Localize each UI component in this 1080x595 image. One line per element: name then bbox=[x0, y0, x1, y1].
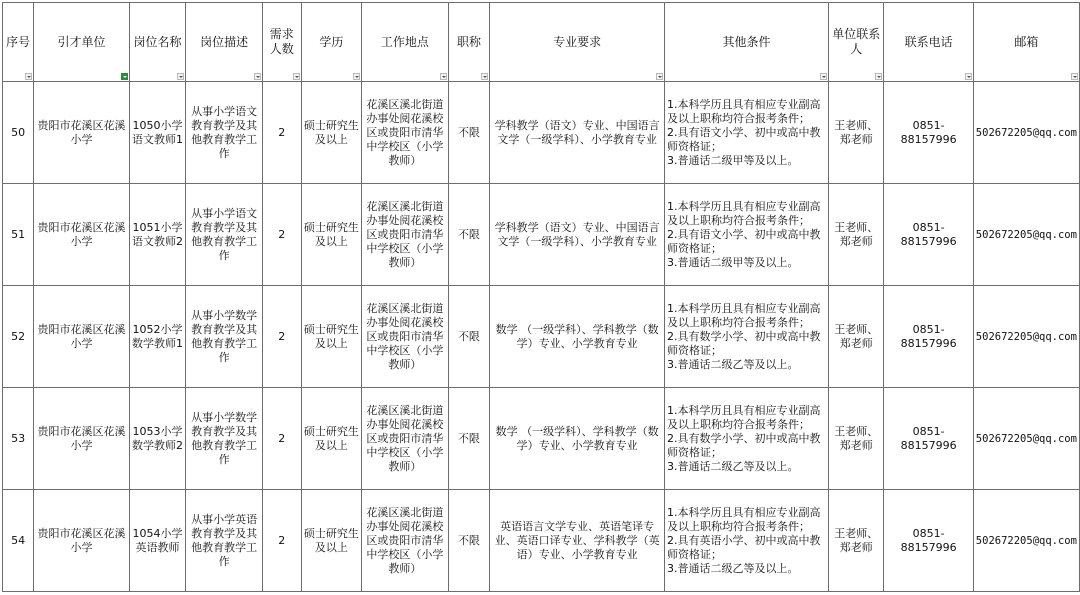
filter-dropdown-icon[interactable] bbox=[481, 73, 488, 80]
cell-conditions[interactable] bbox=[665, 286, 829, 388]
cell-contact[interactable]: 王老师、郑老师 bbox=[829, 286, 884, 388]
cell-title[interactable]: 不限 bbox=[448, 388, 490, 490]
cell-position[interactable]: 1050小学语文教师1 bbox=[129, 82, 186, 184]
cell-description[interactable]: 从事小学语文教育教学及其他教育教学工作 bbox=[186, 184, 263, 286]
condition-line: 3.普通话二级乙等及以上。 bbox=[667, 561, 799, 575]
header-no: 序号 bbox=[3, 3, 34, 82]
table-row bbox=[3, 82, 1080, 184]
cell-conditions[interactable] bbox=[665, 82, 829, 184]
cell-no[interactable]: 53 bbox=[3, 388, 34, 490]
condition-line: 3.普通话二级甲等及以上。 bbox=[667, 153, 799, 167]
cell-phone[interactable]: 0851-88157996 bbox=[884, 82, 973, 184]
cell-description[interactable]: 从事小学语文教育教学及其他教育教学工作 bbox=[186, 82, 263, 184]
filter-dropdown-icon[interactable] bbox=[965, 73, 972, 80]
cell-position[interactable]: 1051小学语文教师2 bbox=[129, 184, 186, 286]
cell-major[interactable]: 数学 （一级学科）、学科教学（数学）专业、小学教育专业 bbox=[490, 388, 665, 490]
cell-phone[interactable]: 0851-88157996 bbox=[884, 490, 973, 592]
cell-location[interactable]: 花溪区溪北街道办事处阅花溪校区或贵阳市清华中学校区（小学教师） bbox=[362, 184, 449, 286]
table-row bbox=[3, 184, 1080, 286]
cell-position[interactable]: 1053小学数学教师2 bbox=[129, 388, 186, 490]
filter-dropdown-icon[interactable] bbox=[875, 73, 882, 80]
cell-conditions[interactable] bbox=[665, 184, 829, 286]
condition-line: 2.具有语文小学、初中或高中教师资格证； bbox=[667, 125, 821, 153]
cell-contact[interactable]: 王老师、郑老师 bbox=[829, 82, 884, 184]
filter-dropdown-icon[interactable] bbox=[25, 73, 32, 80]
condition-line: 2.具有数学小学、初中或高中教师资格证； bbox=[667, 329, 821, 357]
cell-no[interactable]: 50 bbox=[3, 82, 34, 184]
condition-line: 2.具有语文小学、初中或高中教师资格证； bbox=[667, 227, 821, 255]
cell-major[interactable]: 学科教学（语文）专业、中国语言文学（一级学科）、小学教育专业 bbox=[490, 82, 665, 184]
cell-contact[interactable]: 王老师、郑老师 bbox=[829, 490, 884, 592]
condition-line: 3.普通话二级甲等及以上。 bbox=[667, 255, 799, 269]
filter-dropdown-icon[interactable] bbox=[1071, 73, 1078, 80]
table-row bbox=[3, 286, 1080, 388]
cell-email[interactable]: 502672205@qq.com bbox=[973, 388, 1079, 490]
cell-education[interactable]: 硕士研究生及以上 bbox=[301, 82, 361, 184]
cell-no[interactable]: 52 bbox=[3, 286, 34, 388]
header-row bbox=[3, 3, 1080, 82]
table-row bbox=[3, 490, 1080, 592]
header-unit: 引才单位 bbox=[34, 3, 129, 82]
cell-title[interactable]: 不限 bbox=[448, 490, 490, 592]
cell-title[interactable]: 不限 bbox=[448, 82, 490, 184]
spreadsheet bbox=[2, 2, 1080, 592]
cell-no[interactable]: 51 bbox=[3, 184, 34, 286]
cell-major[interactable]: 数学 （一级学科）、学科教学（数学）专业、小学教育专业 bbox=[490, 286, 665, 388]
cell-unit[interactable]: 贵阳市花溪区花溪小学 bbox=[34, 82, 129, 184]
cell-unit[interactable]: 贵阳市花溪区花溪小学 bbox=[34, 490, 129, 592]
header-contact: 单位联系人 bbox=[829, 3, 884, 82]
header-education: 学历 bbox=[301, 3, 361, 82]
cell-count[interactable]: 2 bbox=[262, 286, 301, 388]
cell-position[interactable]: 1054小学英语教师 bbox=[129, 490, 186, 592]
header-conditions: 其他条件 bbox=[665, 3, 829, 82]
header-major: 专业要求 bbox=[490, 3, 665, 82]
filter-active-icon[interactable] bbox=[121, 73, 128, 80]
cell-email[interactable]: 502672205@qq.com bbox=[973, 82, 1079, 184]
cell-description[interactable]: 从事小学英语教育教学及其他教育教学工作 bbox=[186, 490, 263, 592]
header-email: 邮箱 bbox=[973, 3, 1079, 82]
cell-email[interactable]: 502672205@qq.com bbox=[973, 286, 1079, 388]
cell-location[interactable]: 花溪区溪北街道办事处阅花溪校区或贵阳市清华中学校区（小学教师） bbox=[362, 286, 449, 388]
cell-position[interactable]: 1052小学数学教师1 bbox=[129, 286, 186, 388]
cell-location[interactable]: 花溪区溪北街道办事处阅花溪校区或贵阳市清华中学校区（小学教师） bbox=[362, 388, 449, 490]
filter-dropdown-icon[interactable] bbox=[820, 73, 827, 80]
cell-count[interactable]: 2 bbox=[262, 82, 301, 184]
cell-conditions[interactable] bbox=[665, 490, 829, 592]
cell-location[interactable]: 花溪区溪北街道办事处阅花溪校区或贵阳市清华中学校区（小学教师） bbox=[362, 490, 449, 592]
cell-major[interactable]: 英语语言文学专业、英语笔译专业、英语口译专业、学科教学（英语）专业、小学教育专业 bbox=[490, 490, 665, 592]
header-location: 工作地点 bbox=[362, 3, 449, 82]
filter-dropdown-icon[interactable] bbox=[254, 73, 261, 80]
cell-education[interactable]: 硕士研究生及以上 bbox=[301, 184, 361, 286]
cell-count[interactable]: 2 bbox=[262, 184, 301, 286]
cell-phone[interactable]: 0851-88157996 bbox=[884, 286, 973, 388]
condition-line: 1.本科学历且具有相应专业副高及以上职称均符合报考条件； bbox=[667, 97, 821, 125]
cell-title[interactable]: 不限 bbox=[448, 286, 490, 388]
condition-line: 1.本科学历且具有相应专业副高及以上职称均符合报考条件； bbox=[667, 199, 821, 227]
filter-dropdown-icon[interactable] bbox=[440, 73, 447, 80]
cell-description[interactable]: 从事小学数学教育教学及其他教育教学工作 bbox=[186, 286, 263, 388]
header-count: 需求人数 bbox=[262, 3, 301, 82]
filter-dropdown-icon[interactable] bbox=[656, 73, 663, 80]
cell-conditions[interactable] bbox=[665, 388, 829, 490]
header-phone: 联系电话 bbox=[884, 3, 973, 82]
condition-line: 2.具有数学小学、初中或高中教师资格证； bbox=[667, 431, 821, 459]
condition-line: 3.普通话二级乙等及以上。 bbox=[667, 357, 799, 371]
cell-education[interactable]: 硕士研究生及以上 bbox=[301, 490, 361, 592]
cell-unit[interactable]: 贵阳市花溪区花溪小学 bbox=[34, 184, 129, 286]
cell-education[interactable]: 硕士研究生及以上 bbox=[301, 286, 361, 388]
cell-title[interactable]: 不限 bbox=[448, 184, 490, 286]
condition-line: 1.本科学历且具有相应专业副高及以上职称均符合报考条件； bbox=[667, 301, 821, 329]
cell-major[interactable]: 学科教学（语文）专业、中国语言文学（一级学科）、小学教育专业 bbox=[490, 184, 665, 286]
cell-description[interactable]: 从事小学数学教育教学及其他教育教学工作 bbox=[186, 388, 263, 490]
condition-line: 3.普通话二级乙等及以上。 bbox=[667, 459, 799, 473]
cell-unit[interactable]: 贵阳市花溪区花溪小学 bbox=[34, 286, 129, 388]
cell-email[interactable]: 502672205@qq.com bbox=[973, 490, 1079, 592]
table-row bbox=[3, 388, 1080, 490]
cell-contact[interactable]: 王老师、郑老师 bbox=[829, 388, 884, 490]
cell-contact[interactable]: 王老师、郑老师 bbox=[829, 184, 884, 286]
header-position: 岗位名称 bbox=[129, 3, 186, 82]
cell-email[interactable]: 502672205@qq.com bbox=[973, 184, 1079, 286]
cell-phone[interactable]: 0851-88157996 bbox=[884, 388, 973, 490]
recruitment-table bbox=[2, 2, 1080, 592]
cell-count[interactable]: 2 bbox=[262, 388, 301, 490]
condition-line: 2.具有英语小学、初中或高中教师资格证； bbox=[667, 533, 821, 561]
condition-line: 1.本科学历且具有相应专业副高及以上职称均符合报考条件； bbox=[667, 505, 821, 533]
cell-unit[interactable]: 贵阳市花溪区花溪小学 bbox=[34, 388, 129, 490]
cell-education[interactable]: 硕士研究生及以上 bbox=[301, 388, 361, 490]
header-title: 职称 bbox=[448, 3, 490, 82]
condition-line: 1.本科学历且具有相应专业副高及以上职称均符合报考条件； bbox=[667, 403, 821, 431]
cell-location[interactable]: 花溪区溪北街道办事处阅花溪校区或贵阳市清华中学校区（小学教师） bbox=[362, 82, 449, 184]
filter-dropdown-icon[interactable] bbox=[353, 73, 360, 80]
filter-dropdown-icon[interactable] bbox=[177, 73, 184, 80]
filter-dropdown-icon[interactable] bbox=[293, 73, 300, 80]
cell-no[interactable]: 54 bbox=[3, 490, 34, 592]
cell-phone[interactable]: 0851-88157996 bbox=[884, 184, 973, 286]
cell-count[interactable]: 2 bbox=[262, 490, 301, 592]
header-description: 岗位描述 bbox=[186, 3, 263, 82]
